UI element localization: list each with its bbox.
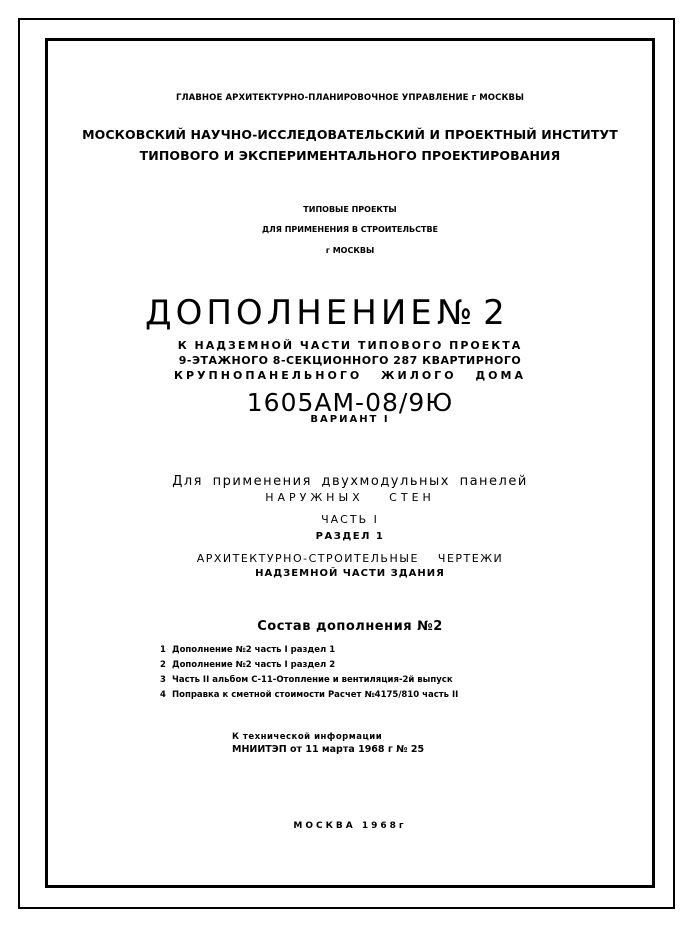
title-number: № 2 bbox=[437, 293, 505, 333]
typical-projects-line-3: г МОСКВЫ bbox=[325, 246, 375, 255]
typical-projects-line-2: ДЛЯ ПРИМЕНЕНИЯ В СТРОИТЕЛЬСТВЕ bbox=[261, 225, 438, 234]
subtitle-line-1: К НАДЗЕМНОЙ ЧАСТИ ТИПОВОГО ПРОЕКТА bbox=[177, 339, 523, 352]
application-line-1: Для применения двухмодульных панелей bbox=[172, 474, 528, 489]
list-item-number: 3 bbox=[160, 675, 166, 685]
list-item-number: 2 bbox=[160, 660, 166, 670]
variant-label: ВАРИАНТ I bbox=[310, 414, 390, 425]
list-item bbox=[160, 673, 458, 688]
institute-line-2: ТИПОВОГО И ЭКСПЕРИМЕНТАЛЬНОГО ПРОЕКТИРОВАНИЯ bbox=[139, 148, 561, 163]
list-item bbox=[160, 688, 458, 703]
typical-projects-line-1: ТИПОВЫЕ ПРОЕКТЫ bbox=[303, 205, 397, 214]
list-item-text: Дополнение №2 часть I раздел 2 bbox=[172, 660, 336, 670]
composition-heading: Состав дополнения №2 bbox=[257, 619, 443, 634]
inner-border bbox=[45, 38, 655, 888]
part-label: ЧАСТЬ I bbox=[321, 513, 379, 526]
composition-list bbox=[160, 643, 458, 703]
subtitle-line-2: 9-ЭТАЖНОГО 8-СЕКЦИОННОГО 287 КВАРТИРНОГО bbox=[178, 354, 522, 367]
technical-info-line-2: МНИИТЭП от 11 марта 1968 г № 25 bbox=[232, 744, 425, 755]
drawings-line-1: АРХИТЕКТУРНО-СТРОИТЕЛЬНЫЕ ЧЕРТЕЖИ bbox=[196, 552, 504, 565]
section-label: РАЗДЕЛ 1 bbox=[315, 531, 385, 542]
list-item-text: Дополнение №2 часть I раздел 1 bbox=[172, 645, 336, 655]
city-year: МОСКВА 1968г bbox=[293, 821, 407, 831]
institute-line-1: МОСКОВСКИЙ НАУЧНО-ИССЛЕДОВАТЕЛЬСКИЙ И ПРОЕКТНЫЙ ИНСТИТУТ bbox=[82, 127, 618, 142]
list-item-text: Поправка к сметной стоимости Расчет №4175/810 часть II bbox=[172, 690, 459, 700]
list-item bbox=[160, 658, 458, 673]
project-code: 1605АМ-08/9Ю bbox=[246, 388, 454, 417]
list-item-text: Часть II альбом С-11-Отопление и вентиляция-2й выпуск bbox=[172, 675, 453, 685]
title-word: ДОПОЛНЕНИЕ bbox=[145, 293, 436, 333]
drawings-line-2: НАДЗЕМНОЙ ЧАСТИ ЗДАНИЯ bbox=[255, 568, 445, 579]
application-line-2: НАРУЖНЫХ СТЕН bbox=[265, 491, 435, 504]
technical-info-line-1: К технической информации bbox=[232, 732, 383, 742]
subtitle-line-3: КРУПНОПАНЕЛЬНОГО ЖИЛОГО ДОМА bbox=[174, 369, 526, 382]
agency-line: ГЛАВНОЕ АРХИТЕКТУРНО-ПЛАНИРОВОЧНОЕ УПРАВЛЕНИЕ г МОСКВЫ bbox=[176, 93, 524, 103]
list-item-number: 1 bbox=[160, 645, 166, 655]
document-title bbox=[145, 293, 545, 338]
list-item bbox=[160, 643, 458, 658]
list-item-number: 4 bbox=[160, 690, 166, 700]
